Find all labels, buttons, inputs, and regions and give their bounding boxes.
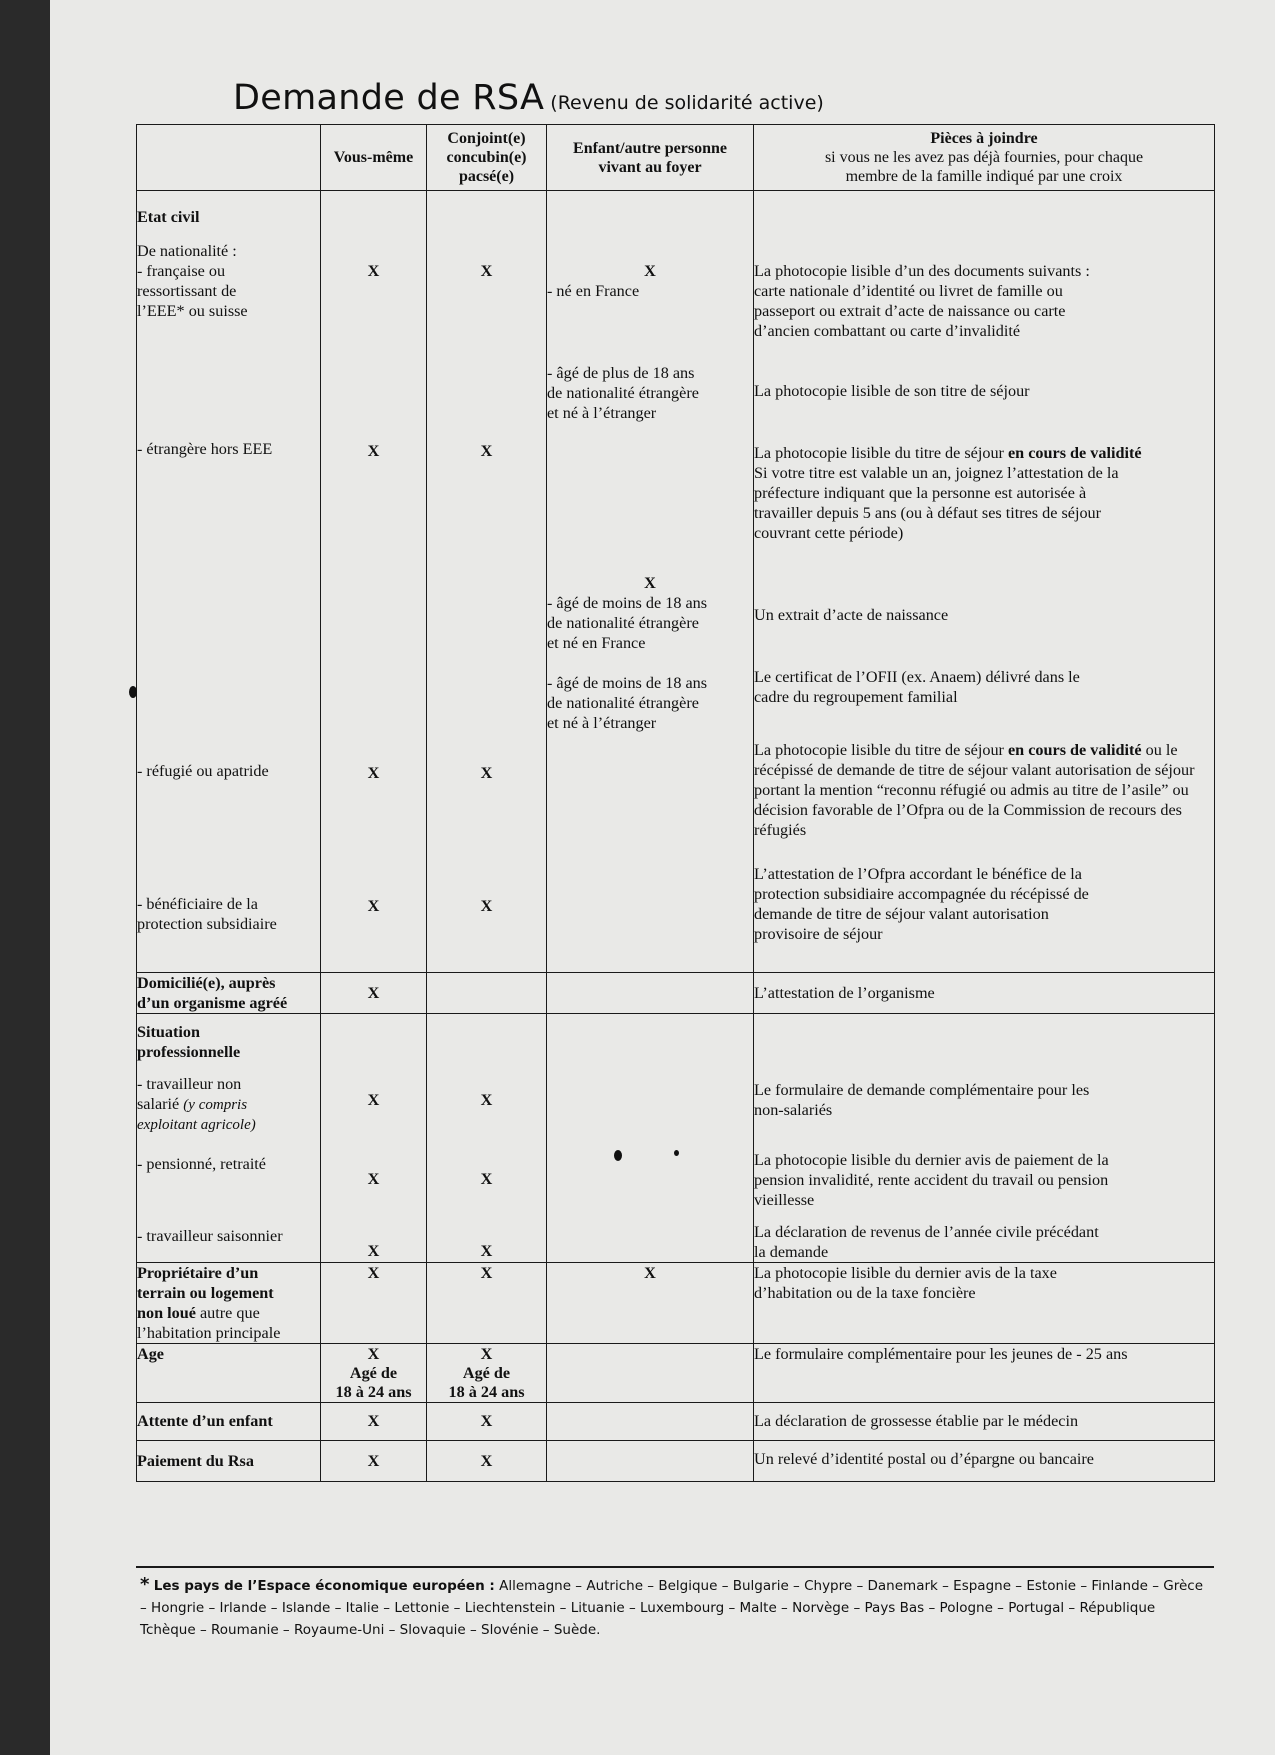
spacer bbox=[321, 973, 426, 983]
non-salarie-note: exploitant agricole) bbox=[137, 1117, 256, 1133]
mark-x: X bbox=[480, 1242, 493, 1260]
cell-attente-doc bbox=[754, 1403, 1215, 1441]
footnote-star: * bbox=[140, 1574, 150, 1595]
footnote-eee bbox=[140, 1574, 1212, 1641]
doc-age: Le formulaire complémentaire pour les jeunes de - 25 ans bbox=[754, 1345, 1128, 1363]
row-paiement bbox=[137, 1441, 1215, 1482]
proprietaire-label: l’habitation principale bbox=[137, 1324, 281, 1342]
spacer bbox=[754, 191, 1214, 261]
spacer bbox=[754, 401, 1214, 443]
mark-x: X bbox=[480, 1412, 493, 1430]
doc-francaise: passeport ou extrait d’acte de naissance ou carte bbox=[754, 302, 1066, 320]
cell-domicilie-conjoint bbox=[427, 973, 547, 1014]
doc-subsidiaire: protection subsidiaire accompagnée du récépissé de bbox=[754, 885, 1089, 903]
ink-speck bbox=[674, 1150, 679, 1156]
doc-moins18-fr: Un extrait d’acte de naissance bbox=[754, 606, 949, 624]
cell-attente-enfant bbox=[547, 1403, 754, 1441]
cell-domicilie-label bbox=[137, 973, 321, 1014]
francaise-label: - française ou bbox=[137, 262, 226, 280]
cell-proprietaire-vous bbox=[321, 1263, 427, 1344]
plus18-label: - âgé de plus de 18 ans bbox=[547, 364, 695, 382]
cell-proprietaire-label bbox=[137, 1263, 321, 1344]
age-range: 18 à 24 ans bbox=[448, 1383, 525, 1401]
situation-title: professionnelle bbox=[137, 1043, 241, 1061]
spacer bbox=[137, 781, 320, 894]
cell-paiement-label bbox=[137, 1441, 321, 1482]
header-conjoint-line: concubin(e) bbox=[446, 149, 527, 166]
footnote-label: Les pays de l’Espace économique européen : bbox=[153, 1578, 495, 1594]
etrangere-label: - étrangère hors EEE bbox=[137, 440, 273, 458]
mark-x: X bbox=[644, 262, 656, 280]
mark-x: X bbox=[480, 1345, 493, 1363]
header-row bbox=[137, 125, 1215, 191]
spacer bbox=[137, 227, 320, 241]
cell-etat-civil-enfant bbox=[547, 191, 754, 973]
header-conjoint bbox=[427, 125, 547, 191]
subsidiaire-label: protection subsidiaire bbox=[137, 915, 277, 933]
moins18-fr-label: et né en France bbox=[547, 634, 646, 652]
doc-refugie bbox=[754, 740, 1214, 840]
non-salarie-label: - travailleur non bbox=[137, 1075, 242, 1093]
cell-paiement-enfant bbox=[547, 1441, 754, 1482]
non-salarie-word: salarié bbox=[137, 1095, 184, 1113]
age-label: Age bbox=[137, 1345, 164, 1363]
doc-refugie-rest: ou le récépissé de demande de titre de séjour valant autorisation de séjour portant la mention “reconnu réfugié ou admis au titre de l’asile” ou décision favorable de l’Ofpra ou de la Commission de recours des réfugiés bbox=[754, 741, 1195, 839]
situation-title: Situation bbox=[137, 1023, 200, 1041]
header-category bbox=[137, 125, 321, 191]
non-salarie-note: (y compris bbox=[183, 1097, 248, 1113]
cell-situation-enfant bbox=[547, 1014, 754, 1263]
proprietaire-rest: autre que bbox=[195, 1304, 260, 1322]
doc-refugie-text: La photocopie lisible du titre de séjour bbox=[754, 741, 1008, 759]
mark-x: X bbox=[367, 1264, 380, 1282]
header-enfant-line: Enfant/autre personne bbox=[573, 139, 727, 157]
spacer bbox=[547, 653, 753, 673]
spacer bbox=[547, 423, 753, 573]
ink-speck bbox=[129, 686, 137, 698]
mark-x: X bbox=[367, 897, 380, 915]
proprietaire-label bbox=[137, 1303, 320, 1323]
cell-etat-civil-vous bbox=[321, 191, 427, 973]
doc-domicilie: L’attestation de l’organisme bbox=[754, 984, 935, 1002]
age-range: 18 à 24 ans bbox=[335, 1383, 412, 1401]
proprietaire-non-loue: non loué bbox=[137, 1304, 196, 1322]
mark-x: X bbox=[367, 1412, 380, 1430]
spacer bbox=[427, 1110, 546, 1169]
domicilie-label: Domicilié(e), auprès bbox=[137, 974, 276, 992]
spacer bbox=[427, 461, 546, 763]
moins18-etr-label: - âgé de moins de 18 ans bbox=[547, 674, 708, 692]
doc-moins18-etr: cadre du regroupement familial bbox=[754, 688, 958, 706]
francaise-label: ressortissant de bbox=[137, 282, 237, 300]
header-pieces-title: Pièces à joindre bbox=[930, 130, 1038, 147]
spacer bbox=[754, 1120, 1214, 1150]
spacer bbox=[754, 840, 1214, 864]
spacer bbox=[137, 191, 320, 207]
proprietaire-label: Propriétaire d’un bbox=[137, 1264, 259, 1282]
spacer bbox=[754, 625, 1214, 667]
ne-en-france-label: - né en France bbox=[547, 282, 640, 300]
non-salarie-label bbox=[137, 1094, 320, 1115]
spacer bbox=[321, 281, 426, 441]
doc-moins18-etr: Le certificat de l’OFII (ex. Anaem) délivré dans le bbox=[754, 668, 1080, 686]
cell-attente-label bbox=[137, 1403, 321, 1441]
mark-x: X bbox=[480, 442, 493, 460]
doc-etrangere-more: Si votre titre est valable un an, joignez l’attestation de la bbox=[754, 464, 1119, 482]
mark-x: X bbox=[367, 262, 380, 280]
row-domicilie bbox=[137, 973, 1215, 1014]
row-etat-civil bbox=[137, 191, 1215, 973]
saisonnier-label: - travailleur saisonnier bbox=[137, 1227, 283, 1245]
doc-pensionne: vieillesse bbox=[754, 1191, 815, 1209]
mark-x: X bbox=[644, 1264, 656, 1282]
cell-situation-conjoint bbox=[427, 1014, 547, 1263]
spacer bbox=[427, 1189, 546, 1241]
cell-paiement-doc bbox=[754, 1441, 1215, 1482]
cell-age-doc bbox=[754, 1344, 1215, 1403]
doc-etrangere bbox=[754, 443, 1214, 463]
doc-etrangere-more: travailler depuis 5 ans (ou à défaut ses titres de séjour bbox=[754, 504, 1102, 522]
spacer bbox=[321, 1189, 426, 1241]
cell-attente-conjoint bbox=[427, 1403, 547, 1441]
doc-etrangere-more: couvrant cette période) bbox=[754, 524, 904, 542]
age-range: Agé de bbox=[349, 1364, 398, 1382]
spacer bbox=[321, 783, 426, 896]
row-proprietaire bbox=[137, 1263, 1215, 1344]
domicilie-label: d’un organisme agréé bbox=[137, 994, 288, 1012]
spacer bbox=[547, 301, 753, 363]
cell-situation-docs bbox=[754, 1014, 1215, 1263]
doc-etrangere-more: préfecture indiquant que la personne est autorisée à bbox=[754, 484, 1087, 502]
cell-etat-civil-docs bbox=[754, 191, 1215, 973]
spacer bbox=[137, 321, 320, 439]
title-main: Demande de RSA bbox=[233, 78, 545, 118]
cell-paiement-vous bbox=[321, 1441, 427, 1482]
paiement-label: Paiement du Rsa bbox=[137, 1452, 254, 1470]
plus18-label: de nationalité étrangère bbox=[547, 384, 699, 402]
spacer bbox=[754, 341, 1214, 381]
doc-refugie-validity: en cours de validité bbox=[1008, 741, 1142, 759]
doc-saisonnier: La déclaration de revenus de l’année civile précédant bbox=[754, 1223, 1099, 1241]
doc-etrangere-text: La photocopie lisible du titre de séjour bbox=[754, 444, 1008, 462]
spacer bbox=[137, 934, 320, 972]
mark-x: X bbox=[367, 1091, 380, 1109]
doc-pensionne: La photocopie lisible du dernier avis de paiement de la bbox=[754, 1151, 1109, 1169]
mark-x: X bbox=[367, 764, 380, 782]
spacer bbox=[427, 281, 546, 441]
header-conjoint-line: Conjoint(e) bbox=[447, 130, 526, 147]
header-pieces-desc: membre de la famille indiqué par une croix bbox=[845, 168, 1123, 185]
row-situation bbox=[137, 1014, 1215, 1263]
cell-situation-labels bbox=[137, 1014, 321, 1263]
spacer bbox=[137, 1246, 320, 1258]
header-vous-meme: Vous-même bbox=[321, 125, 427, 191]
doc-subsidiaire: demande de titre de séjour valant autorisation bbox=[754, 905, 1049, 923]
doc-francaise: d’ancien combattant ou carte d’invalidité bbox=[754, 322, 1021, 340]
nationalite-label: De nationalité : bbox=[137, 242, 237, 260]
spacer bbox=[427, 783, 546, 896]
doc-non-salarie: non-salariés bbox=[754, 1101, 833, 1119]
header-pieces bbox=[754, 125, 1215, 191]
mark-x: X bbox=[480, 764, 493, 782]
refugie-label: - réfugié ou apatride bbox=[137, 762, 269, 780]
spacer bbox=[321, 461, 426, 763]
cell-etat-civil-conjoint bbox=[427, 191, 547, 973]
mark-x: X bbox=[367, 984, 380, 1002]
moins18-fr-label: de nationalité étrangère bbox=[547, 614, 699, 632]
age-range: Agé de bbox=[462, 1364, 511, 1382]
doc-paiement: Un relevé d’identité postal ou d’épargne ou bancaire bbox=[754, 1450, 1094, 1468]
cell-domicilie-enfant bbox=[547, 973, 754, 1014]
cell-situation-vous bbox=[321, 1014, 427, 1263]
header-enfant-line: vivant au foyer bbox=[598, 158, 702, 176]
cell-proprietaire-enfant bbox=[547, 1263, 754, 1344]
cell-age-enfant bbox=[547, 1344, 754, 1403]
spacer bbox=[427, 191, 546, 261]
cell-age-vous bbox=[321, 1344, 427, 1403]
spacer bbox=[321, 1110, 426, 1169]
footnote-rule bbox=[136, 1566, 1214, 1568]
moins18-etr-label: et né à l’étranger bbox=[547, 714, 657, 732]
doc-francaise: La photocopie lisible d’un des documents suivants : bbox=[754, 262, 1090, 280]
francaise-label: l’EEE* ou suisse bbox=[137, 302, 248, 320]
mark-x: X bbox=[480, 1170, 493, 1188]
doc-saisonnier: la demande bbox=[754, 1243, 829, 1261]
spacer bbox=[137, 1174, 320, 1226]
rsa-documents-table bbox=[136, 124, 1215, 1482]
mark-x: X bbox=[480, 1452, 493, 1470]
attente-label: Attente d’un enfant bbox=[137, 1412, 273, 1430]
spacer bbox=[137, 1062, 320, 1074]
doc-pensionne: pension invalidité, rente accident du travail ou pension bbox=[754, 1171, 1109, 1189]
plus18-label: et né à l’étranger bbox=[547, 404, 657, 422]
spacer bbox=[754, 543, 1214, 605]
spacer bbox=[754, 1014, 1214, 1080]
mark-x: X bbox=[367, 1242, 380, 1260]
row-attente bbox=[137, 1403, 1215, 1441]
cell-proprietaire-doc bbox=[754, 1263, 1215, 1344]
header-enfant bbox=[547, 125, 754, 191]
cell-paiement-conjoint bbox=[427, 1441, 547, 1482]
doc-proprietaire: La photocopie lisible du dernier avis de la taxe bbox=[754, 1264, 1057, 1282]
doc-francaise: carte nationale d’identité ou livret de famille ou bbox=[754, 282, 1063, 300]
spacer bbox=[754, 1210, 1214, 1222]
spacer bbox=[754, 973, 1214, 983]
mark-x: X bbox=[480, 897, 493, 915]
spacer bbox=[321, 1014, 426, 1090]
spacer bbox=[137, 1135, 320, 1154]
spacer bbox=[547, 191, 753, 261]
subsidiaire-label: - bénéficiaire de la bbox=[137, 895, 258, 913]
header-conjoint-line: pacsé(e) bbox=[458, 168, 515, 185]
moins18-etr-label: de nationalité étrangère bbox=[547, 694, 699, 712]
cell-etat-civil-labels bbox=[137, 191, 321, 973]
doc-subsidiaire: provisoire de séjour bbox=[754, 925, 883, 943]
cell-age-conjoint bbox=[427, 1344, 547, 1403]
doc-proprietaire: d’habitation ou de la taxe foncière bbox=[754, 1284, 976, 1302]
doc-non-salarie: Le formulaire de demande complémentaire pour les bbox=[754, 1081, 1090, 1099]
spacer bbox=[137, 1014, 320, 1022]
cell-domicilie-vous bbox=[321, 973, 427, 1014]
mark-x: X bbox=[367, 1170, 380, 1188]
ink-speck bbox=[614, 1150, 622, 1161]
moins18-fr-label: - âgé de moins de 18 ans bbox=[547, 594, 708, 612]
page-title bbox=[233, 78, 824, 118]
mark-x: X bbox=[480, 1264, 493, 1282]
spacer bbox=[137, 459, 320, 761]
spacer bbox=[321, 191, 426, 261]
row-age bbox=[137, 1344, 1215, 1403]
cell-age-label bbox=[137, 1344, 321, 1403]
mark-x: X bbox=[480, 262, 493, 280]
mark-x: X bbox=[367, 1345, 380, 1363]
doc-plus18: La photocopie lisible de son titre de séjour bbox=[754, 382, 1030, 400]
spacer bbox=[427, 1014, 546, 1090]
title-subtitle: (Revenu de solidarité active) bbox=[550, 92, 824, 114]
spacer bbox=[754, 707, 1214, 740]
mark-x: X bbox=[367, 1452, 380, 1470]
cell-proprietaire-conjoint bbox=[427, 1263, 547, 1344]
footnote-countries: Allemagne – Autriche – Belgique – Bulgarie – Chypre – Danemark – Espagne – Estonie – Finlande – Grèce – Hongrie – Irlande – Islande – Italie – Lettonie – Liechtenstein – Lituanie – Luxembourg – Malte – Norvège – Pays Bas – Pologne – Portugal – République Tchèque – Roumanie – Royaume-Uni – Slovaquie – Slovénie – Suède. bbox=[140, 1578, 1204, 1638]
doc-subsidiaire: L’attestation de l’Ofpra accordant le bénéfice de la bbox=[754, 865, 1082, 883]
proprietaire-label: terrain ou logement bbox=[137, 1284, 274, 1302]
header-pieces-desc: si vous ne les avez pas déjà fournies, pour chaque bbox=[824, 149, 1144, 166]
mark-x: X bbox=[644, 574, 656, 592]
doc-etrangere-validity: en cours de validité bbox=[1008, 444, 1142, 462]
mark-x: X bbox=[367, 442, 380, 460]
cell-attente-vous bbox=[321, 1403, 427, 1441]
mark-x: X bbox=[480, 1091, 493, 1109]
etat-civil-title: Etat civil bbox=[137, 208, 200, 226]
doc-attente: La déclaration de grossesse établie par le médecin bbox=[754, 1412, 1079, 1430]
cell-domicilie-doc bbox=[754, 973, 1215, 1014]
pensionne-label: - pensionné, retraité bbox=[137, 1155, 266, 1173]
